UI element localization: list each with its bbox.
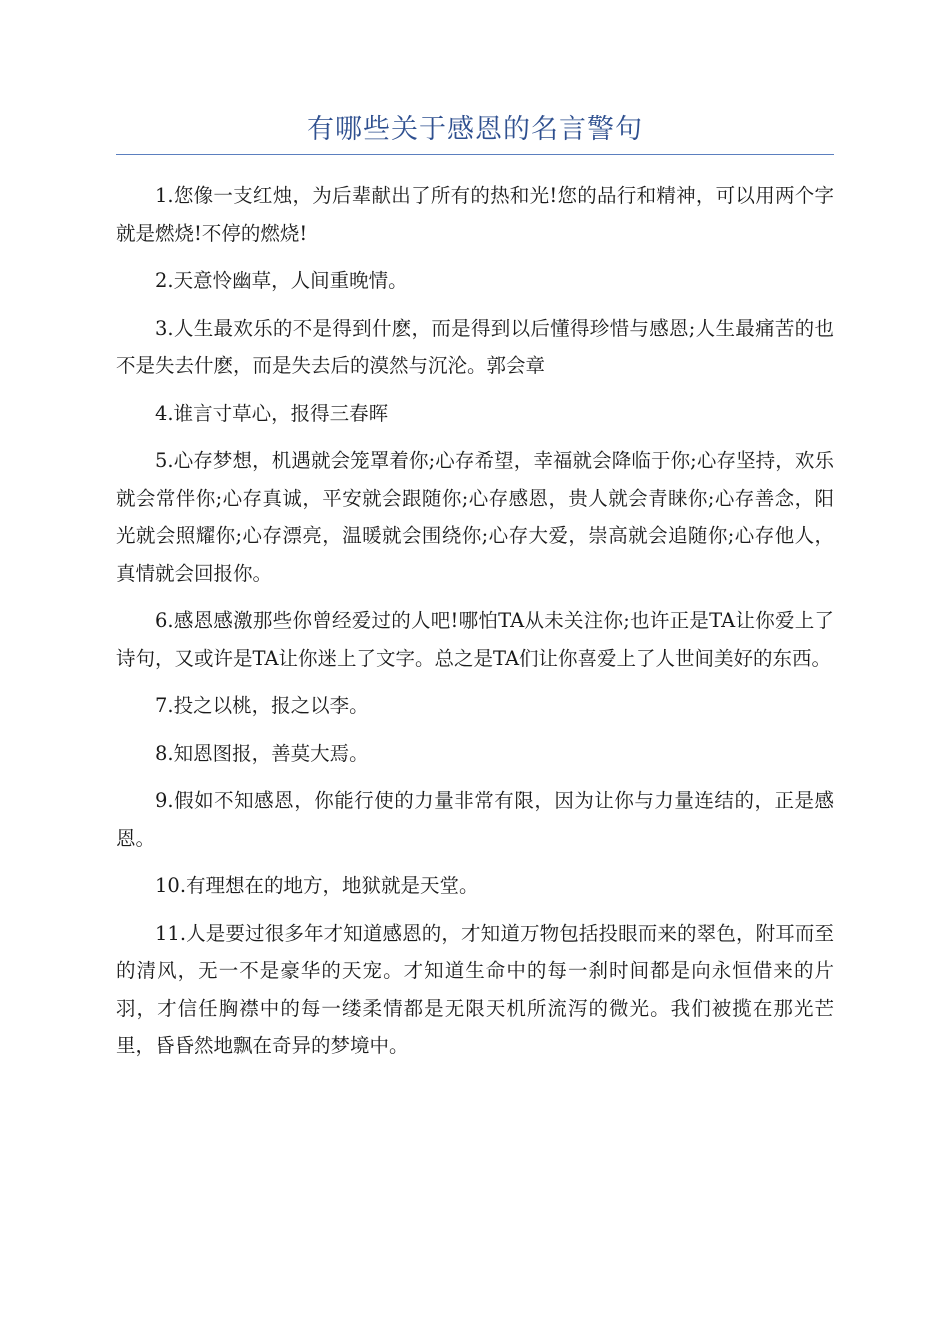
quote-item: 6.感恩感激那些你曾经爱过的人吧!哪怕TA从未关注你;也许正是TA让你爱上了诗句，又或许是TA让你迷上了文字。总之是TA们让你喜爱上了人世间美好的东西。 [116,609,834,670]
quote-item: 5.心存梦想，机遇就会笼罩着你;心存希望，幸福就会降临于你;心存坚持，欢乐就会常伴你;心存真诚，平安就会跟随你;心存感恩，贵人就会青睐你;心存善念，阳光就会照耀你;心存漂亮，温暖就会围绕你;心存大爱，崇高就会追随你;心存他人，真情就会回报你。 [116,449,834,585]
quote-item: 2.天意怜幽草，人间重晚情。 [155,269,408,292]
document-page [116,108,834,1075]
quote-item: 3.人生最欢乐的不是得到什麽，而是得到以后懂得珍惜与感恩;人生最痛苦的也不是失去什麽，而是失去后的漠然与沉沦。郭会章 [116,316,834,377]
quote-item: 9.假如不知感恩，你能行使的力量非常有限，因为让你与力量连结的，正是感恩。 [116,789,834,850]
quote-item: 8.知恩图报，善莫大焉。 [155,741,369,765]
document-title: 有哪些关于感恩的名言警句 [307,114,643,145]
quote-item: 1.您像一支红烛，为后辈献出了所有的热和光!您的品行和精神，可以用两个字就是燃烧!不停的燃烧! [116,184,834,245]
quote-item: 10.有理想在的地方，地狱就是天堂。 [155,874,479,897]
quote-item: 11.人是要过很多年才知道感恩的，才知道万物包括投眼而来的翠色，附耳而至的清风，无一不是豪华的天宠。才知道生命中的每一刹时间都是向永恒借来的片羽，才信任胸襟中的每一缕柔情都是无限天机所流泻的微光。我们被揽在那光芒里，昏昏然地飘在奇异的梦境中。 [116,921,834,1057]
title-divider [116,154,834,155]
quote-item: 4.谁言寸草心，报得三春晖 [155,401,389,425]
quote-item: 7.投之以桃，报之以李。 [155,694,369,717]
quote-list [116,177,834,1065]
